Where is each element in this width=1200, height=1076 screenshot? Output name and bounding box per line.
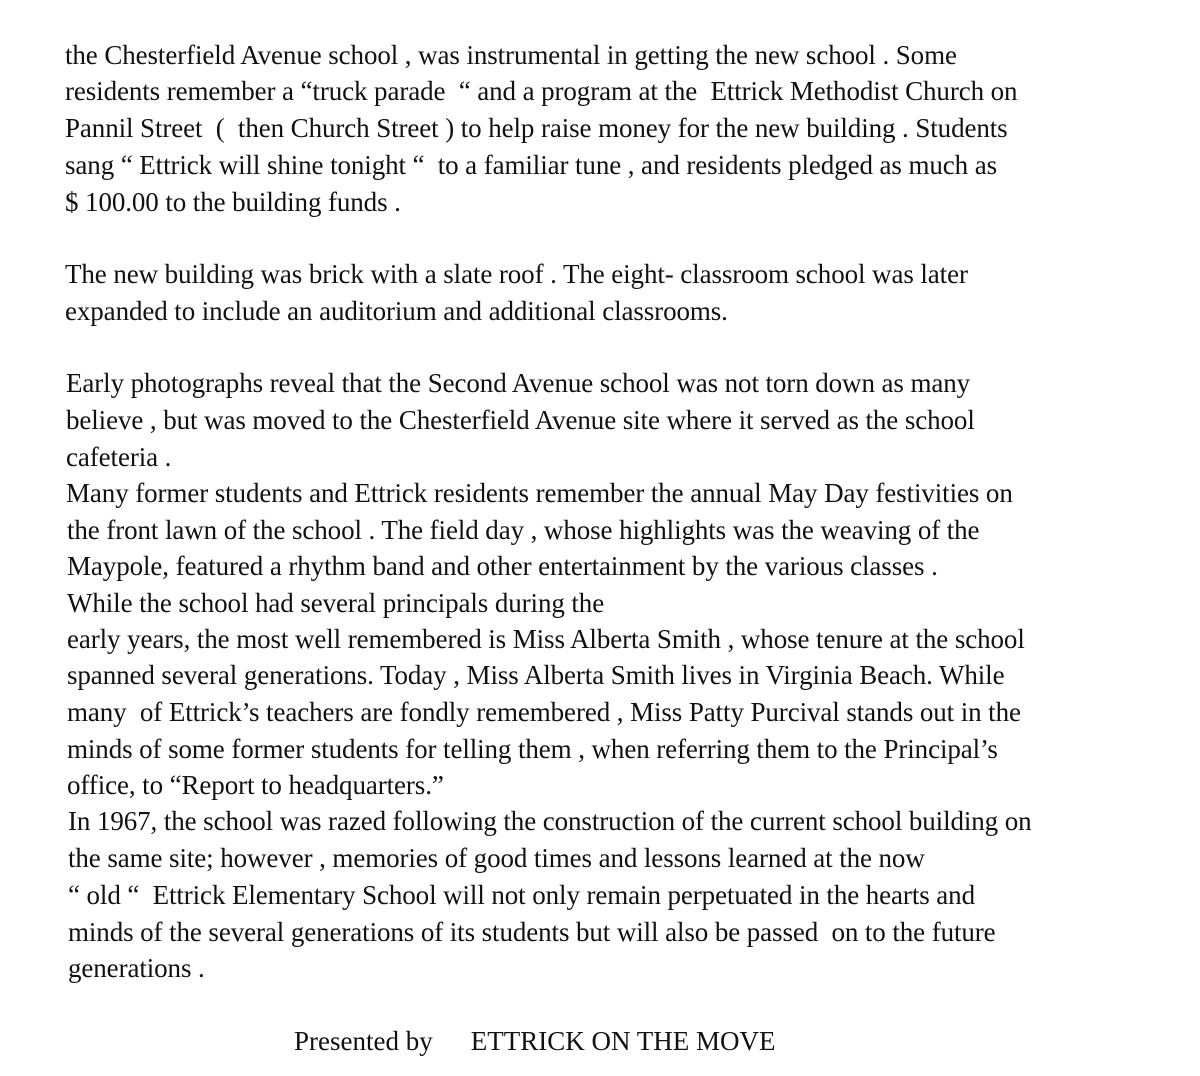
text-line: the Chesterfield Avenue school , was instrumental in getting the new school . Some	[65, 40, 957, 70]
text-line: In 1967, the school was razed following the construction of the current school building on	[68, 806, 1032, 836]
text-line: minds of some former students for telling them , when referring them to the Principal’s	[67, 734, 998, 764]
text-line: sang “ Ettrick will shine tonight “ to a familiar tune , and residents pledged as much as	[65, 150, 998, 180]
presented-by-footer	[294, 1026, 775, 1056]
text-line: Many former students and Ettrick residents remember the annual May Day festivities on	[66, 478, 1013, 508]
text-line: early years, the most well remembered is Miss Alberta Smith , whose tenure at the school	[67, 624, 1025, 654]
text-line: believe , but was moved to the Chesterfield Avenue site where it served as the school	[66, 405, 975, 435]
text-line: Maypole, featured a rhythm band and other entertainment by the various classes .	[67, 551, 938, 581]
text-line: residents remember a “truck parade “ and a program at the Ettrick Methodist Church on	[65, 76, 1018, 106]
text-line: the front lawn of the school . The field day , whose highlights was the weaving of the	[67, 515, 980, 545]
organization-name: ETTRICK ON THE MOVE	[470, 1026, 776, 1056]
text-line: Pannil Street ( then Church Street ) to help raise money for the new building . Students	[65, 113, 1008, 143]
text-line: expanded to include an auditorium and additional classrooms.	[65, 296, 728, 326]
text-line: spanned several generations. Today , Miss Alberta Smith lives in Virginia Beach. While	[67, 660, 1005, 690]
text-line: The new building was brick with a slate roof . The eight- classroom school was later	[65, 259, 968, 289]
text-line: While the school had several principals during the	[67, 588, 605, 618]
text-line: Early photographs reveal that the Second Avenue school was not torn down as many	[66, 368, 971, 398]
text-line: the same site; however , memories of good times and lessons learned at the now	[68, 843, 925, 873]
presented-by-label: Presented by	[294, 1026, 433, 1056]
text-line: $ 100.00 to the building funds .	[65, 187, 401, 217]
text-line: generations .	[68, 953, 205, 983]
text-line: cafeteria .	[66, 442, 172, 472]
text-line: many of Ettrick’s teachers are fondly remembered , Miss Patty Purcival stands out in the	[67, 697, 1021, 727]
text-line: office, to “Report to headquarters.”	[67, 770, 444, 800]
text-line: “ old “ Ettrick Elementary School will not only remain perpetuated in the hearts and	[68, 880, 975, 910]
text-line: minds of the several generations of its students but will also be passed on to the future	[68, 917, 996, 947]
